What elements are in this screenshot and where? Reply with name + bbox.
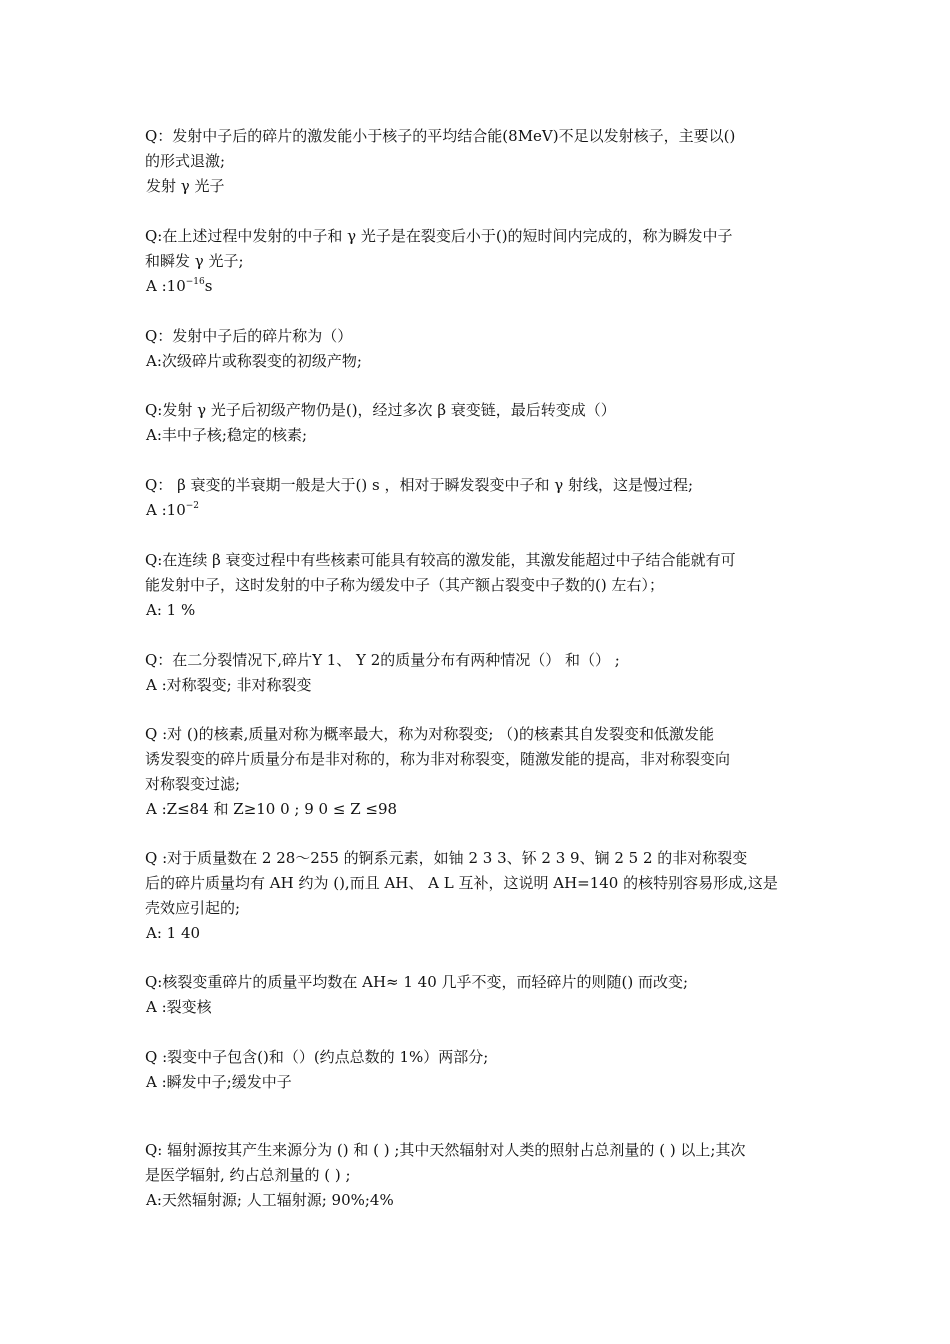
qa-item-12 (145, 1138, 746, 1213)
question-line: Q： β 衰变的半衰期一般是大于() s ，相对于瞬发裂变中子和 γ 射线，这是慢过程; (145, 476, 694, 494)
answer-line: A:次级碎片或称裂变的初级产物; (146, 352, 362, 370)
question-line: Q:核裂变重碎片的质量平均数在 AH≈ 1 40 几乎不变，而轻碎片的则随() 而改变; (145, 973, 689, 991)
exponent: −16 (185, 277, 205, 287)
question-line: Q :对于质量数在 2 28～255 的锕系元素，如铀 2 3 3、钚 2 3 9、锎 2 5 2 的非对称裂变 (145, 849, 748, 867)
qa-item-6 (145, 548, 736, 623)
answer-line: 发射 γ 光子 (146, 177, 225, 195)
answer-line: A $:10^{-16}s$ (146, 277, 213, 295)
answer-line: A :裂变核 (146, 998, 212, 1016)
question-line: 能发射中子，这时发射的中子称为缓发中子（其产额占裂变中子数的() 左右）； (145, 576, 664, 594)
qa-item-9 (145, 846, 778, 946)
question-line: Q:在连续 β 衰变过程中有些核素可能具有较高的激发能，其激发能超过中子结合能就有可 (145, 551, 736, 569)
qa-item-7 (145, 648, 620, 698)
question-line: 对称裂变过滤; (145, 775, 241, 793)
question-line: 壳效应引起的; (145, 899, 241, 917)
qa-item-10 (145, 970, 688, 1020)
qa-item-1 (145, 124, 735, 199)
question-line: Q:在上述过程中发射的中子和 γ 光子是在裂变后小于()的短时间内完成的，称为瞬发中子 (145, 227, 733, 245)
question-line: 诱发裂变的碎片质量分布是非对称的，称为非对称裂变，随激发能的提高，非对称裂变向 (145, 750, 731, 768)
question-line: Q：发射中子后的碎片称为（） (145, 327, 353, 345)
question-line: 和瞬发 γ 光子; (145, 252, 244, 270)
qa-item-2 (145, 224, 733, 299)
qa-item-11 (145, 1045, 488, 1095)
question-line: 的形式退激; (145, 152, 226, 170)
qa-item-5 (145, 473, 693, 523)
answer-line: A :Z≤84 和 Z≥10 0 ; 9 0 ≤ Z ≤98 (146, 800, 398, 818)
answer-line: A :瞬发中子;缓发中子 (146, 1073, 292, 1091)
exponent: −2 (185, 501, 200, 511)
question-line: Q:发射 γ 光子后初级产物仍是()，经过多次 β 衰变链，最后转变成（） (145, 401, 616, 419)
question-line: Q: 辐射源按其产生来源分为 () 和 ( ) ;其中天然辐射对人类的照射占总剂量的 ( ) 以上;其次 (145, 1141, 746, 1159)
answer-line: A :对称裂变; 非对称裂变 (146, 676, 312, 694)
question-line: 后的碎片质量均有 AH 约为 (),而且 AH、 A L 互补，这说明 AH=140 的核特别容易形成,这是 (145, 874, 778, 892)
qa-item-3 (145, 324, 362, 374)
answer-line: A:天然辐射源; 人工辐射源; 90%;4% (146, 1191, 394, 1209)
question-line: Q :对 ()的核素,质量对称为概率最大，称为对称裂变; （)的核素其自发裂变和低激发能 (145, 725, 715, 743)
answer-line: A: 1 40 (146, 924, 201, 942)
answer-line: A $:10^{-2}$ (146, 501, 200, 519)
answer-line: A: 1 % (146, 601, 196, 619)
qa-item-4 (145, 398, 616, 448)
question-line: Q：在二分裂情况下,碎片Y 1、 Y 2的质量分布有两种情况（） 和（） ; (145, 651, 620, 669)
answer-line: A:丰中子核;稳定的核素; (146, 426, 307, 444)
question-line: Q :裂变中子包含()和（）(约点总数的 1%）两部分; (145, 1048, 489, 1066)
qa-item-8 (145, 722, 730, 822)
question-line: 是医学辐射, 约占总剂量的 ( ) ; (145, 1166, 351, 1184)
question-line: Q：发射中子后的碎片的激发能小于核子的平均结合能(8MeV)不足以发射核子，主要以() (145, 127, 736, 145)
